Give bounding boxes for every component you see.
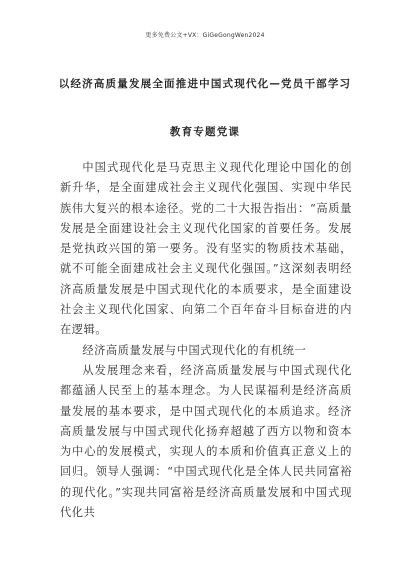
- document-title-line-2: 教育专题党课: [169, 126, 241, 138]
- document-body: [60, 158, 352, 523]
- header-note: 更多免费公文+VX：GiGeGongWen2024: [145, 32, 265, 39]
- document-title-line-1: 以经济高质量发展全面推进中国式现代化—党员干部学习: [58, 78, 352, 90]
- section-subheading: 经济高质量发展与中国式现代化的有机统一: [82, 343, 307, 357]
- body-paragraph: 从发展理念来看，经济高质量发展与中国式现代化都蕴涵人民至上的基本理念。为人民谋福利是经济高质量发展的基本要求，是中国式现代化的本质追求。经济高质量发展与中国式现代化扬弃超越了西方以物和资本为中心的发展模式，实现人的本质和价值真正意义上的回归。领导人强调：“中国式现代化是全体人民共同富裕的现代化。”实现共同富裕是经济高质量发展和中国式现代化共: [60, 363, 352, 520]
- body-paragraph: 中国式现代化是马克思主义现代化理论中国化的创新升华，是全面建成社会主义现代化强国、实现中华民族伟大复兴的根本途径。党的二十大报告指出：“高质量发展是全面建设社会主义现代化国家的首要任务。发展是党执政兴国的第一要务。没有坚实的物质技术基础，就不可能全面建成社会主义现代化强国。”这深刻表明经济高质量发展是中国式现代化的本质要求，是全面建设社会主义现代化国家、向第二个百年奋斗目标奋进的内在逻辑。: [60, 161, 352, 337]
